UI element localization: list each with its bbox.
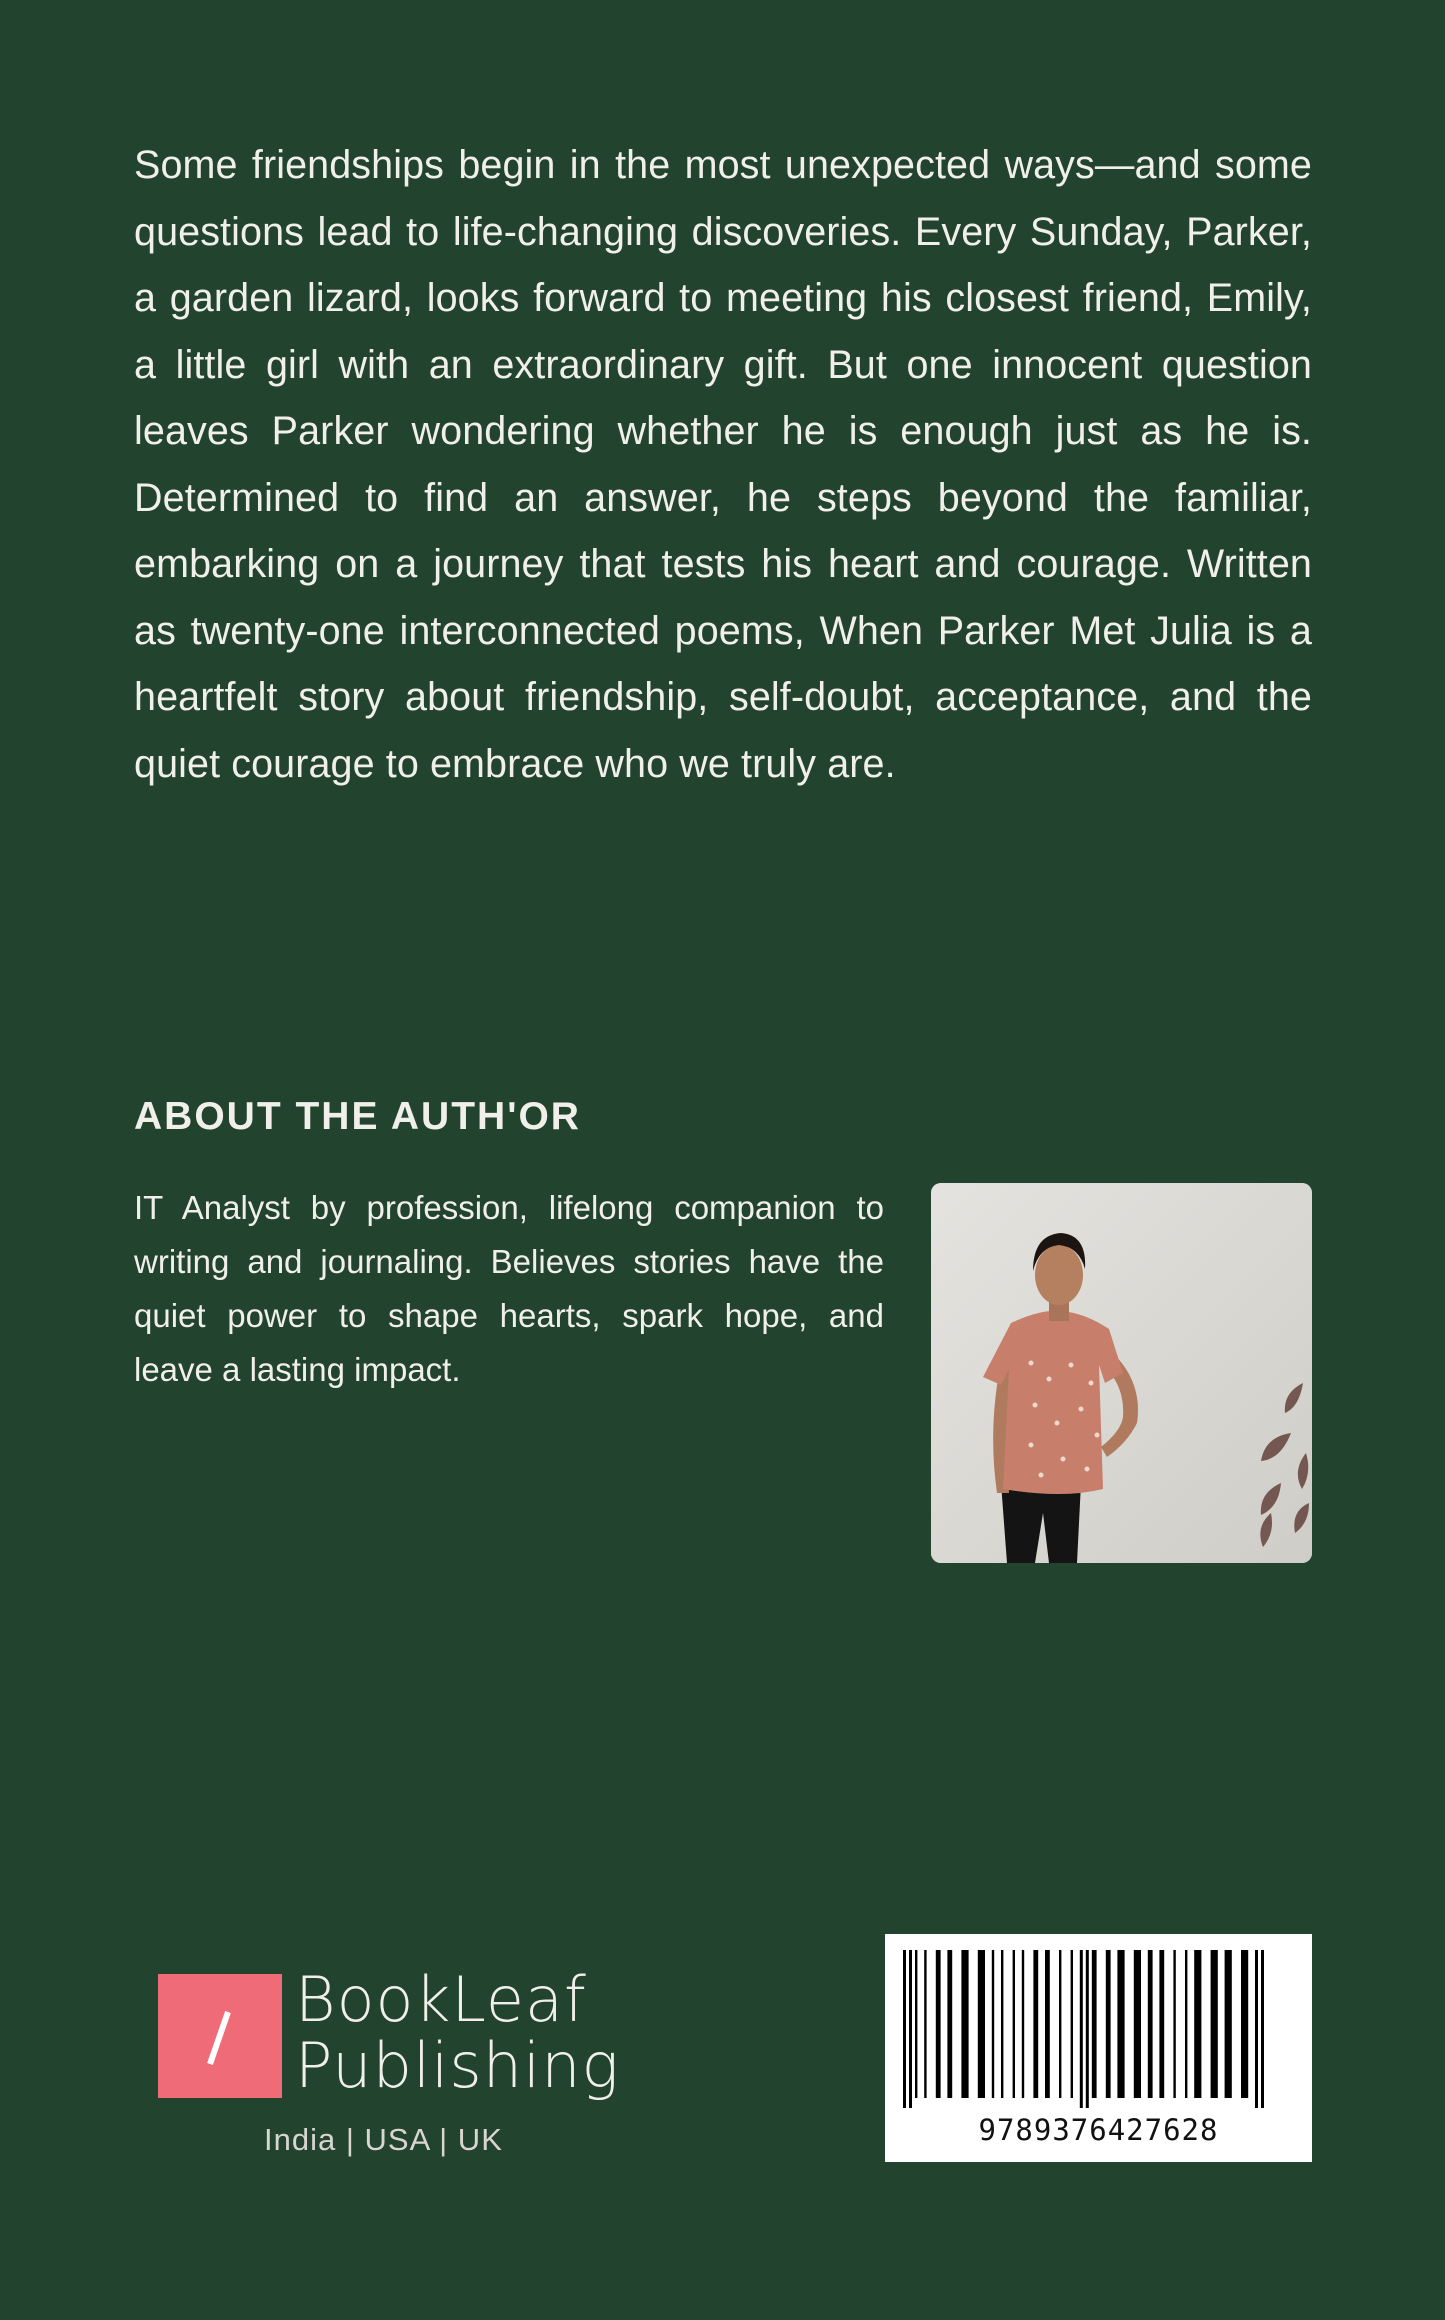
barcode-bar — [947, 1950, 952, 2098]
barcode-bar — [1148, 1950, 1153, 2098]
barcode-bar — [1045, 1950, 1050, 2098]
isbn-number: 9789376427628 — [978, 2113, 1219, 2147]
barcode-bar — [903, 1950, 906, 2108]
barcode-bar — [1261, 1950, 1264, 2108]
barcode-bar — [1255, 1950, 1258, 2108]
barcode-bar — [1241, 1950, 1248, 2098]
barcode-bar — [992, 1950, 994, 2098]
barcode-bar — [1225, 1950, 1232, 2098]
barcode-bar — [909, 1950, 912, 2108]
barcode-bar — [1033, 1950, 1038, 2098]
barcode-bar — [936, 1950, 941, 2098]
barcode-bar — [1211, 1950, 1218, 2098]
barcode-bar — [1013, 1950, 1015, 2098]
barcode-bar — [1092, 1950, 1097, 2098]
barcode-bar — [1159, 1950, 1164, 2098]
publisher-regions: India | USA | UK — [264, 2122, 503, 2157]
isbn-barcode — [885, 1934, 1312, 2162]
barcode-bar — [1059, 1950, 1061, 2098]
barcode-bar — [915, 1950, 917, 2098]
barcode-bar — [1134, 1950, 1141, 2098]
about-author-heading: ABOUT THE AUTH'OR — [134, 1095, 581, 1138]
publisher-name-line2: Publishing — [295, 2029, 620, 2102]
book-description: Some friendships begin in the most unexpected ways—and some questions lead to life-changing discoveries. Every Sunday, Parker, a garden lizard, looks forward to meeting his closest friend, Emily, a little girl with an extraordinary gift. But one innocent question leaves Parker wondering whether he is enough just as he is. Determined to find an answer, he steps beyond the familiar, embarking on a journey that tests his heart and courage. Written as twenty-one interconnected poems, When Parker Met Julia is a heartfelt story about friendship, self-doubt, acceptance, and the quiet courage to embrace who we truly are. — [134, 143, 1312, 786]
barcode-bar — [1071, 1950, 1073, 2098]
publisher-name-line1: BookLeaf — [295, 1963, 587, 2036]
barcode-bar — [1194, 1950, 1201, 2098]
barcode-bar — [1185, 1950, 1187, 2098]
barcode-bar — [1173, 1950, 1175, 2098]
publisher-logo-mark — [158, 1974, 282, 2098]
barcode-bar — [961, 1950, 968, 2098]
barcode-bar — [1086, 1950, 1089, 2108]
barcode-bar — [1080, 1950, 1083, 2108]
author-photo — [931, 1183, 1312, 1563]
barcode-bar — [978, 1950, 985, 2098]
barcode-bar — [1106, 1950, 1111, 2098]
barcode-bar — [924, 1950, 926, 2098]
barcode-bar — [1117, 1950, 1124, 2098]
barcode-bar — [1001, 1950, 1003, 2098]
publisher-logo — [158, 1963, 620, 2157]
barcode-bar — [1022, 1950, 1024, 2098]
author-bio: IT Analyst by profession, lifelong companion to writing and journaling. Believes stories have the quiet power to shape hearts, spark hope, and leave a lasting impact. — [134, 1189, 884, 1388]
